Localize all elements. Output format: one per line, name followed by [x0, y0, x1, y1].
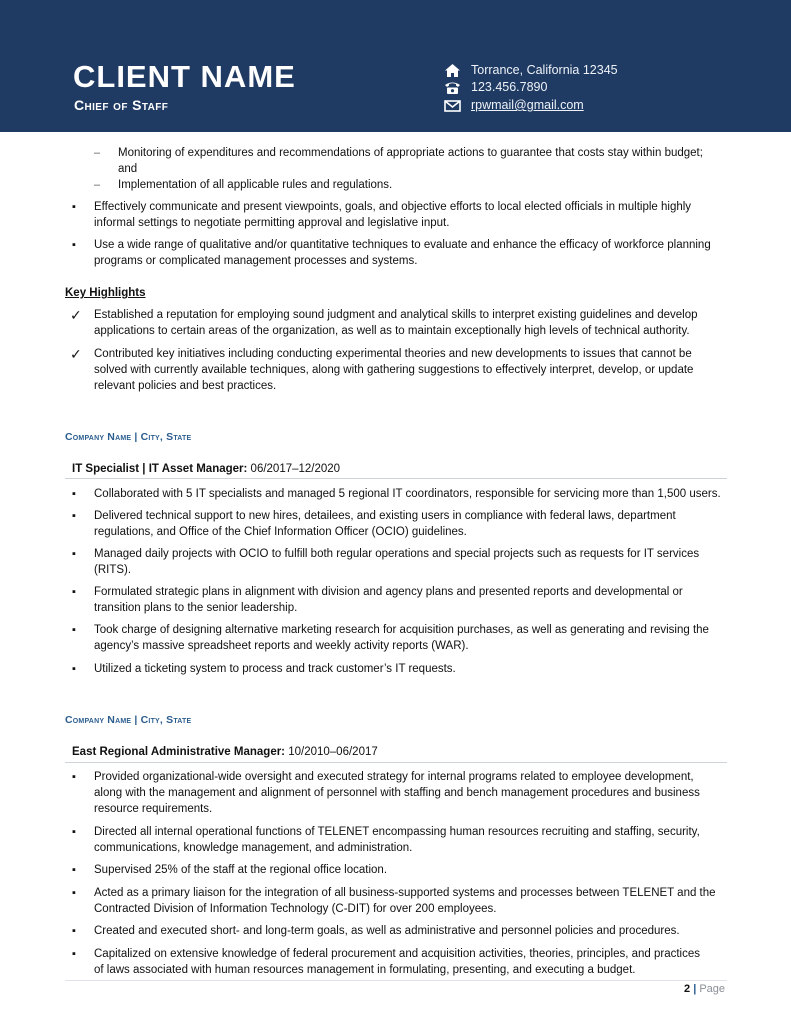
bullet-marker: ▪: [72, 488, 76, 500]
contact-email[interactable]: [444, 96, 584, 114]
check-icon: ✓: [70, 307, 82, 323]
bullet-marker: ▪: [72, 887, 76, 899]
bullet-line: along with the management and alignment of personnel with staffing and bench management procedures and business: [94, 787, 700, 799]
page-number-separator: |: [693, 983, 697, 995]
bullet-line: resource requirements.: [94, 803, 213, 815]
bullet-marker: ▪: [72, 948, 76, 960]
bullet-line: programs or complicated management processes and systems.: [94, 255, 418, 267]
bullet-line: Supervised 25% of the staff at the regional office location.: [94, 864, 388, 876]
bullet-marker: ▪: [72, 510, 76, 522]
phone-text: 123.456.7890: [471, 80, 548, 94]
page-number-value: 2: [684, 983, 691, 995]
bullet-marker: ▪: [72, 826, 76, 838]
bullet-line: Capitalized on extensive knowledge of federal procurement and acquisition activities, theories, principles, and practices: [94, 948, 701, 960]
client-name: CLIENT NAME: [73, 59, 296, 94]
sub-bullet-line: Monitoring of expenditures and recommendations of appropriate actions to guarantee that costs stay within budget;: [118, 147, 703, 159]
bullet-line: agency’s massive spreadsheet reports and weekly activity reports (WAR).: [94, 640, 469, 652]
page-label: Page: [699, 983, 726, 995]
dash-marker: –: [94, 147, 101, 159]
highlight-line: applications to certain areas of the organization, as well as to maintain exceptionally high levels of technical authority.: [94, 325, 690, 337]
email-link[interactable]: rpwmail@gmail.com: [471, 98, 584, 112]
bullet-marker: ▪: [72, 201, 76, 213]
bullet-line: of laws associated with human resources management in formulating, presenting, and executing a budget.: [94, 964, 636, 976]
job-title-line: [72, 744, 378, 760]
bullet-line: (RITS).: [94, 564, 132, 576]
bullet-line: transition plans to the senior leadership.: [94, 602, 298, 614]
bullet-line: Use a wide range of qualitative and/or quantitative techniques to evaluate and enhance the efficacy of workforce planning: [94, 239, 711, 251]
section-heading-key-highlights: Key Highlights: [65, 287, 146, 299]
bullet-marker: ▪: [72, 239, 76, 251]
highlight-line: Contributed key initiatives including conducting experimental theories and new developments to issues that cannot be: [94, 348, 692, 360]
bullet-line: Directed all internal operational functions of TELENET encompassing human resources recruiting and staffing, security,: [94, 826, 700, 838]
company-line: Company Name | City, State: [65, 431, 192, 443]
bullet-marker: ▪: [72, 925, 76, 937]
contact-address: [444, 61, 618, 79]
dash-marker: –: [94, 179, 101, 191]
address-text: Torrance, California 12345: [471, 63, 618, 77]
job-dates: 06/2017–12/2020: [250, 463, 341, 475]
bullet-line: Delivered technical support to new hires, detailees, and existing users in compliance with federal laws, department: [94, 510, 676, 522]
job-dates: 10/2010–06/2017: [288, 746, 378, 758]
bullet-marker: ▪: [72, 864, 76, 876]
bullet-line: Effectively communicate and present viewpoints, goals, and objective efforts to local elected officials in multiple highly: [94, 201, 692, 213]
footer-divider: [65, 980, 727, 981]
company-location: City, State: [140, 431, 192, 443]
bullet-line: informal settings to negotiate permitting approval and legislative input.: [94, 217, 450, 229]
sub-bullet-line: and: [118, 163, 138, 175]
job-title: East Regional Administrative Manager:: [72, 746, 286, 758]
phone-icon: [444, 80, 461, 95]
company-name: Company Name: [65, 714, 132, 726]
client-title: Chief of Staff: [74, 97, 169, 113]
divider: [65, 478, 727, 479]
company-line: Company Name | City, State: [65, 714, 192, 726]
bullet-line: Collaborated with 5 IT specialists and managed 5 regional IT coordinators, responsible for servicing more than 1,500 users.: [94, 488, 721, 500]
bullet-line: Created and executed short- and long-term goals, as well as administrative and personnel policies and procedures.: [94, 925, 680, 937]
bullet-line: Acted as a primary liaison for the integration of all business-supported systems and processes between TELENET and the: [94, 887, 716, 899]
bullet-marker: ▪: [72, 586, 76, 598]
sub-bullet-line: Implementation of all applicable rules and regulations.: [118, 179, 393, 191]
page-number: [684, 983, 725, 995]
bullet-marker: ▪: [72, 771, 76, 783]
bullet-line: Managed daily projects with OCIO to fulfill both regular operations and special projects such as requests for IT services: [94, 548, 700, 560]
company-name: Company Name: [65, 431, 132, 443]
bullet-line: Contracted Division of Information Technology (C-DIT) for over 200 employees.: [94, 903, 497, 915]
check-icon: ✓: [70, 346, 82, 362]
divider: [65, 762, 727, 763]
job-title-line: [72, 461, 340, 477]
bullet-line: communications, knowledge management, and administration.: [94, 842, 413, 854]
highlight-line: Established a reputation for employing sound judgment and analytical skills to interpret existing guidelines and develop: [94, 309, 698, 321]
contact-phone: [444, 78, 547, 96]
highlight-line: relevant policies and best practices.: [94, 380, 277, 392]
job-title: IT Specialist | IT Asset Manager:: [72, 463, 248, 475]
bullet-line: Utilized a ticketing system to process and track customer’s IT requests.: [94, 663, 456, 675]
highlight-line: solved with currently available techniques, along with gathering suggestions to effectively interpret, develop, or update: [94, 364, 694, 376]
bullet-marker: ▪: [72, 624, 76, 636]
bullet-line: Took charge of designing alternative marketing research for acquisition purchases, as well as generating and revising the: [94, 624, 709, 636]
bullet-line: regulations, and Office of the Chief Information Officer (OCIO) guidelines.: [94, 526, 467, 538]
bullet-line: Provided organizational-wide oversight and executed strategy for internal programs related to employee development,: [94, 771, 694, 783]
resume-header: [0, 0, 791, 132]
company-location: City, State: [140, 714, 192, 726]
bullet-marker: ▪: [72, 548, 76, 560]
envelope-icon: [444, 98, 461, 113]
bullet-line: Formulated strategic plans in alignment with division and agency plans and presented reports and developmental or: [94, 586, 683, 598]
home-icon: [444, 63, 461, 78]
bullet-marker: ▪: [72, 663, 76, 675]
